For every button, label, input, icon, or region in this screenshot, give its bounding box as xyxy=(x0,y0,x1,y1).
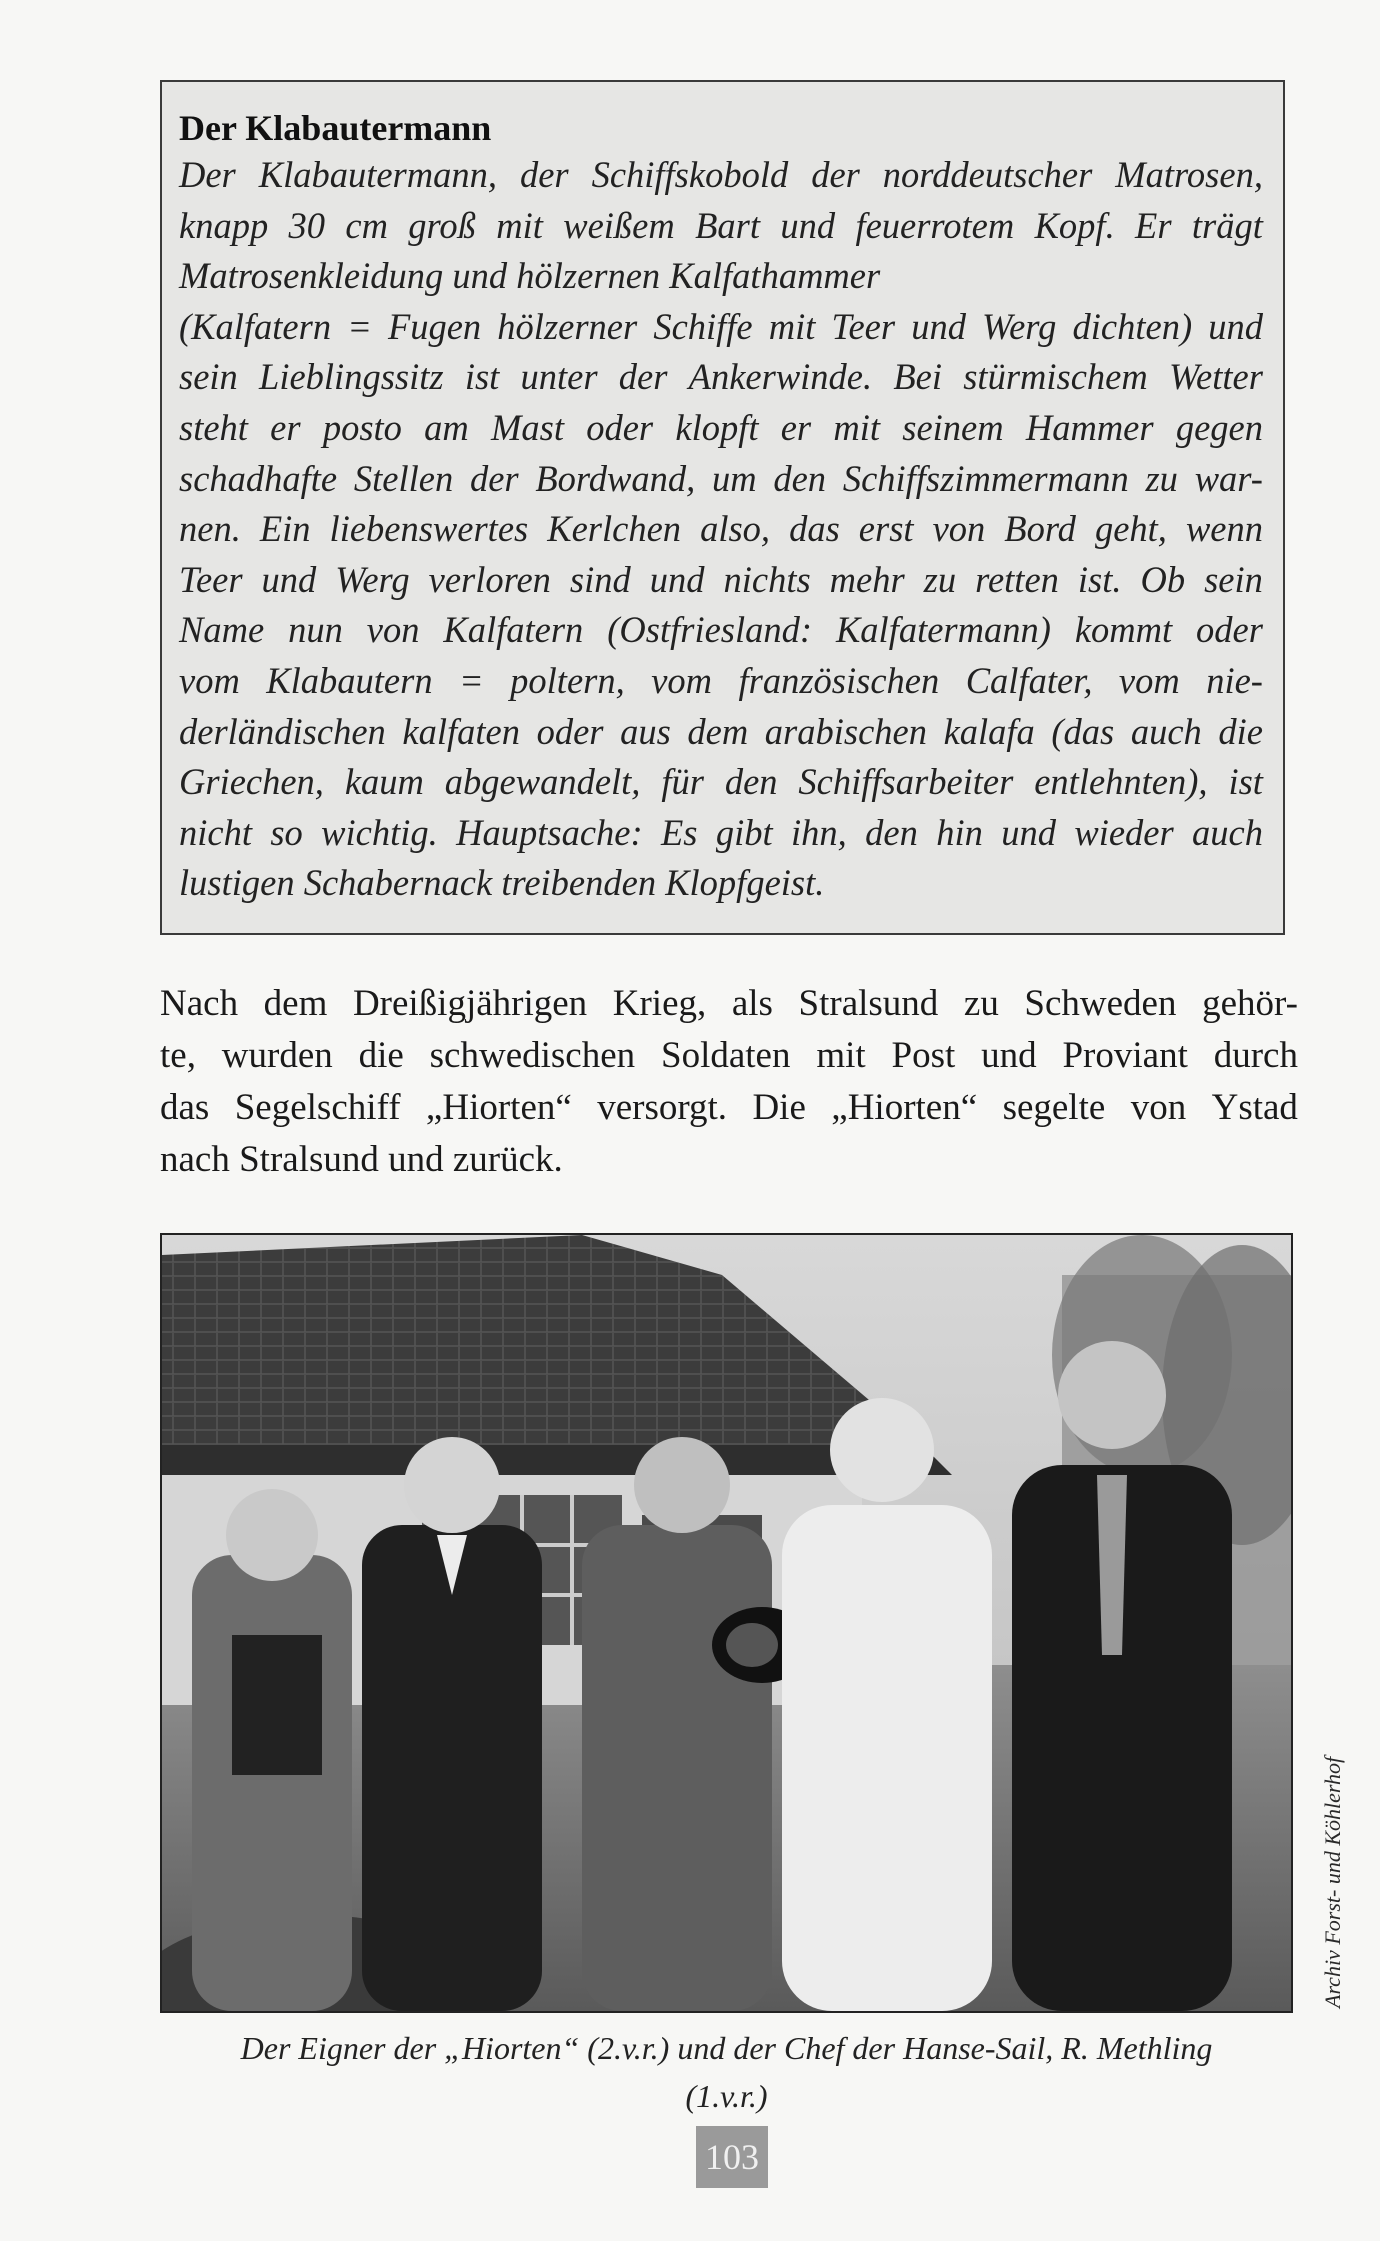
word: Werg xyxy=(335,558,410,600)
word: wichtig. xyxy=(321,811,438,853)
word: Wetter xyxy=(1168,356,1263,398)
word: Lieblingssitz xyxy=(259,356,444,398)
word: von xyxy=(1130,1087,1187,1128)
word: = xyxy=(347,305,372,347)
word: den xyxy=(773,457,827,499)
word: den xyxy=(724,761,778,803)
word: segelte xyxy=(1002,1087,1106,1128)
word: er xyxy=(780,406,812,448)
word: um xyxy=(712,457,757,499)
word: Schiffskobold xyxy=(591,154,789,195)
body-paragraph xyxy=(160,978,1298,1186)
info-box-line xyxy=(179,555,1263,606)
word: wieder xyxy=(1074,811,1174,853)
word: erst xyxy=(858,508,914,550)
word: der xyxy=(811,154,860,195)
info-box-line xyxy=(179,504,1263,555)
word: wurden xyxy=(221,1035,333,1076)
word: versorgt. xyxy=(597,1087,728,1128)
word: cm xyxy=(345,204,388,246)
word: Ystad xyxy=(1211,1087,1298,1128)
word: die xyxy=(358,1035,404,1076)
word: das xyxy=(160,1087,210,1128)
info-box-line xyxy=(179,707,1263,758)
word: Er xyxy=(1135,204,1172,246)
info-box-line xyxy=(179,656,1263,707)
word: klopft xyxy=(675,406,759,448)
word: Soldaten xyxy=(661,1035,791,1076)
word: derländischen xyxy=(179,710,386,752)
word: Schiffsarbeiter xyxy=(798,761,1014,803)
word: Kalfatern xyxy=(443,609,584,651)
word: dem xyxy=(687,710,749,752)
word: Stralsund xyxy=(798,983,939,1024)
photo-credit: Archiv Forst- und Köhlerhof xyxy=(1320,1756,1345,2008)
photo-caption xyxy=(160,2024,1293,2120)
word: 30 xyxy=(288,204,326,246)
word: mit xyxy=(496,204,543,246)
word: Teer xyxy=(179,558,243,600)
info-box-line xyxy=(179,302,1263,353)
word: arabischen xyxy=(764,710,927,752)
word: dichten) xyxy=(1072,305,1193,347)
word: poltern, xyxy=(510,659,625,701)
word: steht xyxy=(179,406,248,448)
word: oder xyxy=(586,406,654,448)
word: te, xyxy=(160,1035,196,1076)
word: zu xyxy=(1145,457,1178,499)
word: hin xyxy=(936,811,983,853)
word: groß xyxy=(408,204,476,246)
word: zu xyxy=(923,558,957,600)
word: Stellen xyxy=(353,457,454,499)
word: also, xyxy=(700,508,771,550)
word: Dreißigjährigen xyxy=(352,983,588,1024)
word: Ankerwinde. xyxy=(688,356,873,398)
word: Fugen xyxy=(387,305,482,347)
word: Post xyxy=(891,1035,956,1076)
word: feuerrotem xyxy=(855,204,1015,246)
word: Schweden xyxy=(1024,983,1177,1024)
word: knapp xyxy=(179,204,269,246)
word: auch xyxy=(1192,811,1263,853)
word: abgewandelt, xyxy=(444,761,641,803)
word: Klabautermann, xyxy=(258,154,497,195)
word: kommt xyxy=(1074,609,1173,651)
word: das xyxy=(789,508,840,550)
word: = xyxy=(459,659,484,701)
word: kalfaten xyxy=(402,710,520,752)
word: dem xyxy=(263,983,328,1024)
word: sein xyxy=(1204,558,1263,600)
caption-line: (1.v.r.) xyxy=(685,2078,768,2114)
word: französischen xyxy=(738,659,940,701)
word: Bord xyxy=(1004,508,1076,550)
caption-line: Der Eigner der „Hiorten“ (2.v.r.) und der Chef der Hanse-Sail, R. Methling xyxy=(240,2030,1213,2066)
word: mit xyxy=(816,1035,866,1076)
word: sind xyxy=(569,558,631,600)
word: geht, xyxy=(1094,508,1167,550)
word: von xyxy=(366,609,420,651)
word: Nach xyxy=(160,983,239,1024)
word: und xyxy=(911,305,966,347)
word: stürmischem xyxy=(963,356,1148,398)
info-box-title: Der Klabautermann xyxy=(179,108,492,148)
word: Teer xyxy=(831,305,896,347)
word: gehör- xyxy=(1202,983,1298,1024)
word: Bei xyxy=(893,356,942,398)
word: so xyxy=(270,811,303,853)
word: hölzerner xyxy=(497,305,638,347)
word: seinem xyxy=(902,406,1004,448)
word: Bart xyxy=(695,204,760,246)
word: schadhafte xyxy=(179,457,338,499)
word: (Kalfatern xyxy=(179,305,332,347)
word: Schiffe xyxy=(653,305,753,347)
word: (das xyxy=(1051,710,1115,752)
word: mit xyxy=(768,305,816,347)
word: und xyxy=(261,558,317,600)
word: nichts xyxy=(723,558,811,600)
info-box-line xyxy=(179,808,1263,859)
info-box-line: lustigen Schabernack treibenden Klopfgeist. xyxy=(179,862,825,904)
word: für xyxy=(661,761,704,803)
word: am xyxy=(424,406,469,448)
word: liebenswertes xyxy=(329,508,529,550)
word: nie- xyxy=(1206,659,1263,701)
word: von xyxy=(932,508,986,550)
word: unter xyxy=(520,356,598,398)
word: aus xyxy=(620,710,671,752)
word: ist. xyxy=(1077,558,1122,600)
word: gegen xyxy=(1175,406,1263,448)
word: Hammer xyxy=(1025,406,1154,448)
word: Schiffszimmermann xyxy=(842,457,1129,499)
word: „Hiorten“ xyxy=(425,1087,572,1128)
word: Calfater, xyxy=(965,659,1093,701)
word: Bordwand, xyxy=(535,457,696,499)
word: retten xyxy=(975,558,1059,600)
word: Kopf. xyxy=(1034,204,1115,246)
word: nun xyxy=(288,609,343,651)
word: Ob xyxy=(1140,558,1186,600)
word: Proviant xyxy=(1062,1035,1188,1076)
word: Es xyxy=(661,811,698,853)
word: und xyxy=(1001,811,1056,853)
word: ist xyxy=(1228,761,1263,803)
word: wenn xyxy=(1185,508,1263,550)
word: ihn, xyxy=(791,811,847,853)
body-line xyxy=(160,978,1298,1030)
word: posto xyxy=(322,406,402,448)
word: Kalfatermann) xyxy=(835,609,1051,651)
word: vom xyxy=(179,659,240,701)
word: Mast xyxy=(491,406,564,448)
word: schwedischen xyxy=(429,1035,636,1076)
word: und xyxy=(649,558,705,600)
word: Klabautern xyxy=(266,659,433,701)
word: nicht xyxy=(179,811,252,853)
word: Name xyxy=(179,609,265,651)
word: Krieg, xyxy=(612,983,707,1024)
word: vom xyxy=(1118,659,1180,701)
word: und xyxy=(780,204,836,246)
word: er xyxy=(270,406,301,448)
word: kalafa xyxy=(943,710,1035,752)
word: und xyxy=(1208,305,1263,347)
info-box-line xyxy=(179,605,1263,656)
word: Griechen, xyxy=(179,761,324,803)
word: den xyxy=(865,811,918,853)
word: durch xyxy=(1213,1035,1298,1076)
word: auch xyxy=(1130,710,1202,752)
word: sein xyxy=(179,356,238,398)
word: entlehnten), xyxy=(1034,761,1208,803)
word: oder xyxy=(1196,609,1263,651)
word: der xyxy=(519,154,569,195)
body-line xyxy=(160,1082,1298,1134)
info-box-line xyxy=(179,757,1263,808)
word: Werg xyxy=(982,305,1057,347)
word: gibt xyxy=(715,811,773,853)
word: kaum xyxy=(344,761,424,803)
body-line: nach Stralsund und zurück. xyxy=(160,1139,563,1180)
word: verloren xyxy=(428,558,551,600)
word: die xyxy=(1218,710,1263,752)
page-number: 103 xyxy=(696,2126,768,2188)
word: mit xyxy=(833,406,881,448)
word: der xyxy=(469,457,519,499)
word: weißem xyxy=(563,204,675,246)
word: vom xyxy=(651,659,712,701)
word: mehr xyxy=(829,558,905,600)
word: norddeutscher xyxy=(882,154,1093,195)
info-box-line xyxy=(179,403,1263,454)
word: Der xyxy=(179,154,236,195)
word: Matrosen, xyxy=(1115,154,1263,195)
group-photo xyxy=(160,1233,1293,2013)
word: Ein xyxy=(259,508,311,550)
info-box-line xyxy=(179,454,1263,505)
word: trägt xyxy=(1191,204,1263,246)
word: Die xyxy=(752,1087,806,1128)
word: (Ostfriesland: xyxy=(607,609,813,651)
word: „Hiorten“ xyxy=(831,1087,978,1128)
info-box-line xyxy=(179,352,1263,403)
body-line xyxy=(160,1030,1298,1082)
word: Hauptsache: xyxy=(456,811,643,853)
word: Kerlchen xyxy=(547,508,682,550)
word: der xyxy=(618,356,668,398)
word: nen. xyxy=(179,508,241,550)
info-box-line xyxy=(179,150,1263,201)
word: ist xyxy=(464,356,500,398)
word: zu xyxy=(963,983,999,1024)
info-box-line xyxy=(179,201,1263,252)
word: als xyxy=(731,983,773,1024)
word: Segelschiff xyxy=(234,1087,401,1128)
info-box-line: Matrosenkleidung und hölzernen Kalfathammer xyxy=(179,255,881,297)
word: oder xyxy=(536,710,604,752)
word: und xyxy=(981,1035,1037,1076)
word: war- xyxy=(1194,457,1263,499)
info-box-klabautermann xyxy=(160,80,1285,935)
photo-illustration xyxy=(162,1235,1291,2011)
